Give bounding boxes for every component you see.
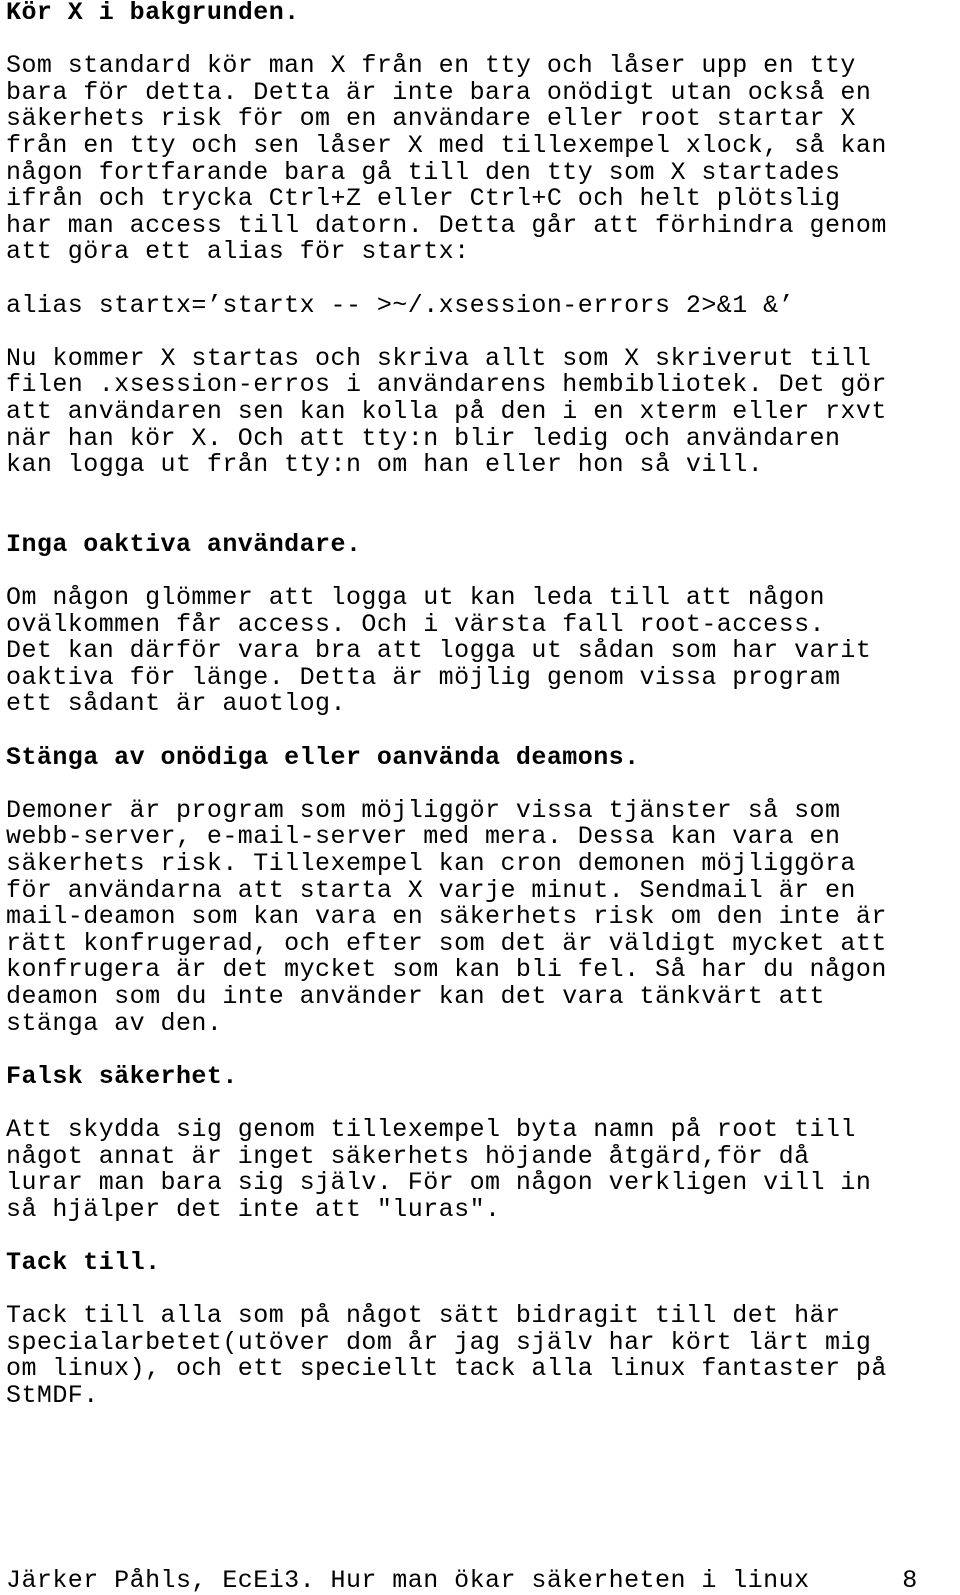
text-line: konfrugera är det mycket som kan bli fel. Så har du någon [6, 955, 887, 985]
text-line: webb-server, e-mail-server med mera. Dessa kan vara en [6, 822, 841, 852]
text-line: ifrån och trycka Ctrl+Z eller Ctrl+C och helt plötslig [6, 184, 841, 214]
spacer [6, 319, 956, 346]
text-line: specialarbetet(utöver dom år jag själv har kört lärt mig [6, 1327, 872, 1357]
text-line: Det kan därför vara bra att logga ut sådan som har varit [6, 636, 872, 666]
text-line: säkerhets risk. Tillexempel kan cron demonen möjliggöra [6, 849, 856, 878]
section-heading: Kör X i bakgrunden. [6, 0, 300, 27]
text-line: rätt konfrugerad, och efter som det är väldigt mycket att [6, 928, 887, 958]
spacer [6, 1223, 956, 1250]
text-line: kan logga ut från tty:n om han eller hon så vill. [6, 450, 764, 480]
text-line: bara för detta. Detta är inte bara onödigt utan också en [6, 77, 872, 107]
text-line: deamon som du inte använder kan det vara tänkvärt att [6, 981, 825, 1011]
spacer [6, 505, 956, 532]
text-line: om linux), och ett speciellt tack alla linux fantaster på [6, 1354, 887, 1384]
section-heading: Stänga av onödiga eller oanvända deamons. [6, 742, 640, 772]
text-line: för användarna att starta X varje minut. Sendmail är en [6, 875, 856, 905]
text-line: Tack till alla som på något sätt bidragit till det här [6, 1301, 841, 1331]
text-line: stänga av den. [6, 1008, 223, 1038]
spacer [6, 1037, 956, 1064]
footer-text: Järker Påhls, EcEi3. Hur man ökar säkerheten i linux [6, 1566, 810, 1595]
text-line: någon fortfarande bara gå till den tty som X startades [6, 157, 841, 187]
text-line: när han kör X. Och att tty:n blir ledig och användaren [6, 423, 841, 453]
text-line: Demoner är program som möjliggör vissa tjänster så som [6, 795, 841, 825]
text-line: något annat är inget säkerhets höjande åtgärd,för då [6, 1141, 810, 1171]
code-line: alias startx=’startx -- >~/.xsession-errors 2>&1 &’ [6, 290, 795, 320]
text-line: Om någon glömmer att logga ut kan leda till att någon [6, 583, 825, 613]
text-line: mail-deamon som kan vara en säkerhets risk om den inte är [6, 902, 887, 932]
text-line: från en tty och sen låser X med tillexempel xlock, så kan [6, 130, 887, 160]
section-heading: Falsk säkerhet. [6, 1061, 238, 1091]
spacer [6, 558, 956, 585]
text-line: StMDF. [6, 1380, 99, 1410]
spacer [6, 1090, 956, 1117]
section-heading: Inga oaktiva användare. [6, 529, 362, 559]
text-line: filen .xsession-erros i användarens hembibliotek. Det gör [6, 370, 887, 400]
document-body [6, 0, 956, 1409]
spacer [6, 718, 956, 745]
spacer [6, 266, 956, 293]
spacer [6, 479, 956, 506]
text-line: ett sådant är auotlog. [6, 689, 346, 719]
text-line: så hjälper det inte att "luras". [6, 1194, 501, 1224]
text-line: ovälkommen får access. Och i värsta fall root-access. [6, 609, 825, 639]
page-number: 8 [902, 1566, 918, 1595]
text-line: säkerhets risk för om en användare eller root startar X [6, 104, 856, 134]
text-line: Att skydda sig genom tillexempel byta namn på root till [6, 1114, 856, 1144]
section-heading: Tack till. [6, 1247, 161, 1277]
text-line: Nu kommer X startas och skriva allt som X skriverut till [6, 343, 872, 373]
text-line: att göra ett alias för startx: [6, 237, 470, 267]
spacer [6, 1277, 956, 1304]
spacer [6, 771, 956, 798]
text-line: lurar man bara sig själv. För om någon verkligen vill in [6, 1168, 872, 1198]
text-line: oaktiva för länge. Detta är möjlig genom vissa program [6, 662, 841, 692]
page-footer [6, 1568, 918, 1594]
text-line: att användaren sen kan kolla på den i en xterm eller rxvt [6, 396, 887, 426]
spacer [6, 27, 956, 54]
text-line: Som standard kör man X från en tty och låser upp en tty [6, 51, 856, 81]
text-line: har man access till datorn. Detta går att förhindra genom [6, 210, 887, 240]
